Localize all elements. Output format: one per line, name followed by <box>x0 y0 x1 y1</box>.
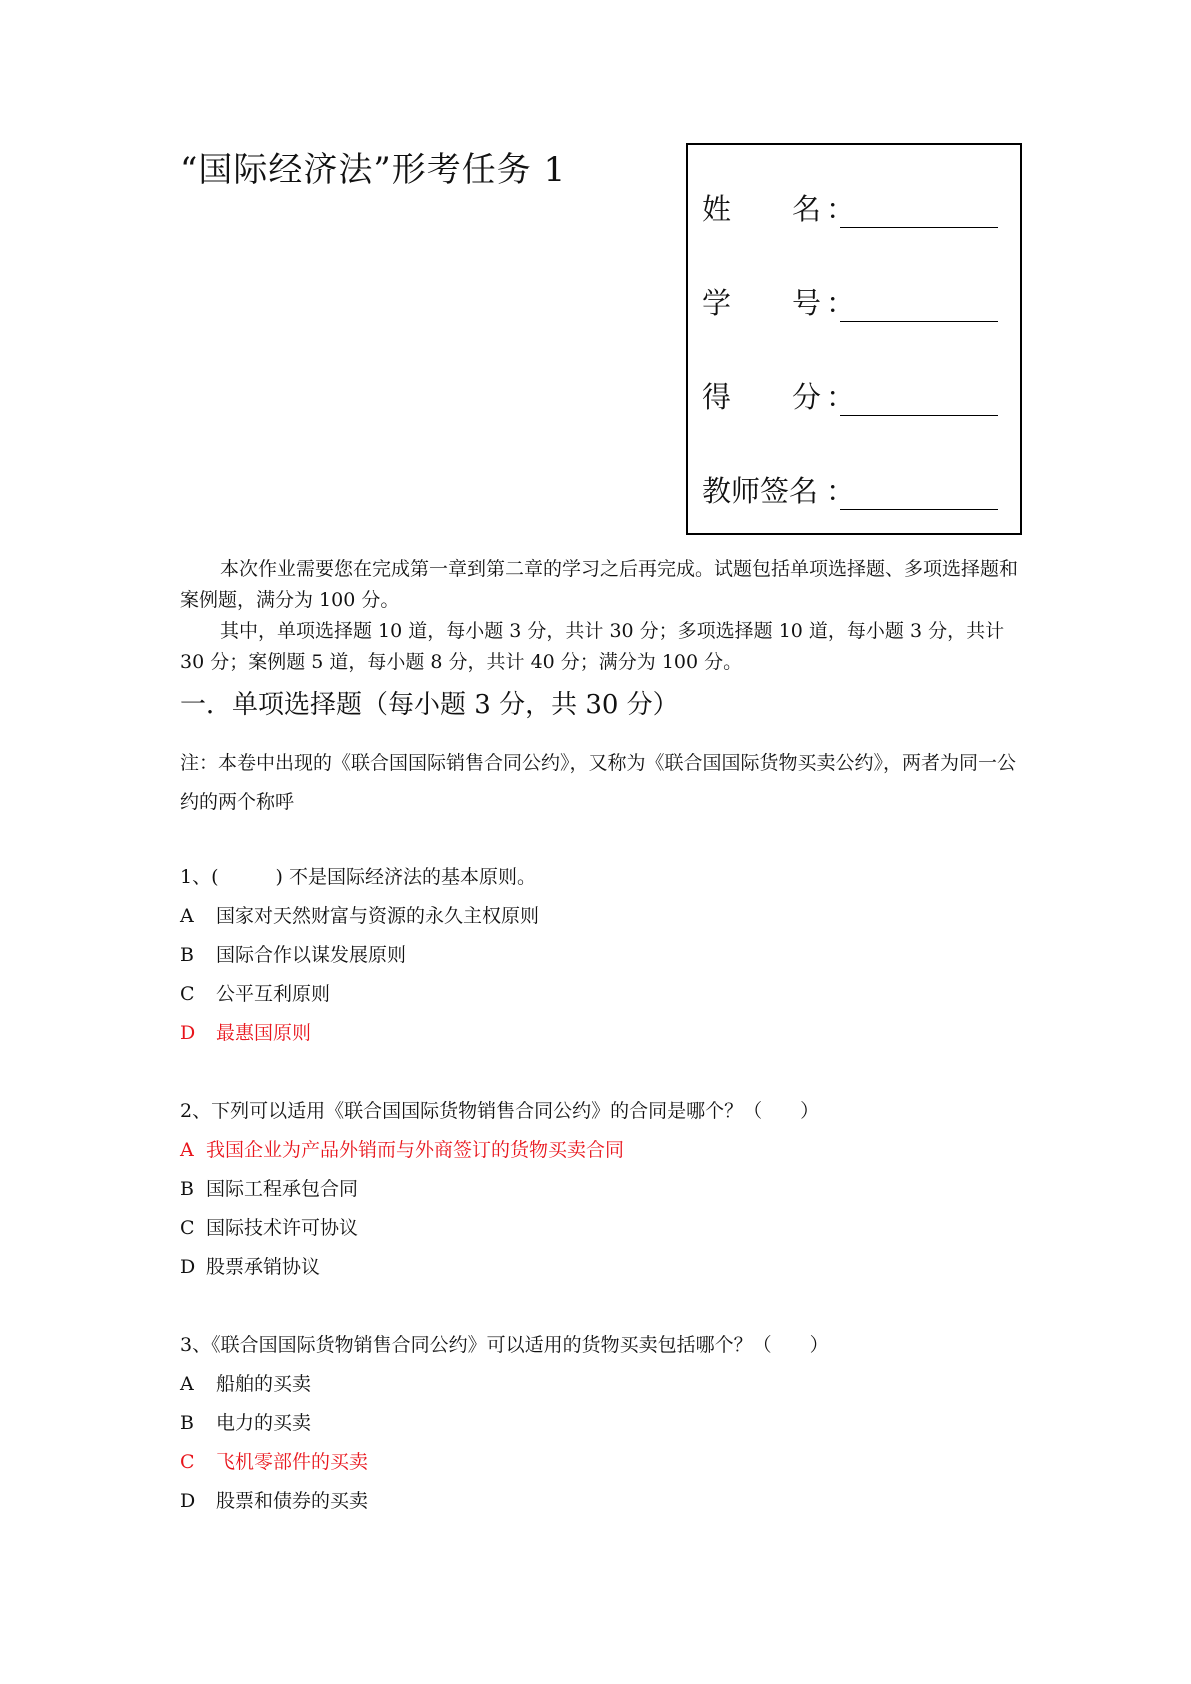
option-text: 国际技术许可协议 <box>206 1217 359 1239</box>
teacher-blank-line[interactable] <box>840 509 998 510</box>
option-text: 最惠国原则 <box>216 1022 312 1044</box>
option-text: 公平互利原则 <box>216 983 331 1005</box>
option-text: 船舶的买卖 <box>216 1373 312 1395</box>
option-text: 电力的买卖 <box>216 1412 312 1434</box>
question-1-option-c[interactable] <box>180 979 330 1006</box>
score-colon: ： <box>826 380 856 414</box>
section-heading-single-choice: 一．单项选择题（每小题 3 分，共 30 分） <box>180 690 679 720</box>
name-blank-line[interactable] <box>840 227 998 228</box>
question-3-stem: 3、《联合国国际货物销售合同公约》可以适用的货物买卖包括哪个？（ ） <box>180 1334 829 1356</box>
option-text: 飞机零部件的买卖 <box>216 1451 369 1473</box>
score-row <box>702 375 1012 415</box>
option-key: A <box>180 1373 194 1395</box>
option-text: 国家对天然财富与资源的永久主权原则 <box>216 905 540 927</box>
score-blank-line[interactable] <box>840 415 998 416</box>
score-label-first: 得 <box>702 380 732 414</box>
question-1-option-b[interactable] <box>180 940 406 967</box>
name-label-first: 姓 <box>702 192 732 226</box>
option-key: B <box>180 1178 194 1200</box>
question-1-stem: 1、( ) 不是国际经济法的基本原则。 <box>180 866 536 888</box>
question-1-option-a[interactable] <box>180 901 539 928</box>
convention-note: 注：本卷中出现的《联合国国际销售合同公约》，又称为《联合国国际货物买卖公约》，两者为同一公约的两个称呼 <box>180 752 1017 813</box>
option-key: B <box>180 1412 194 1434</box>
question-3-option-b[interactable] <box>180 1408 311 1435</box>
id-label-second: 号 <box>792 286 822 320</box>
id-blank-line[interactable] <box>840 321 998 322</box>
question-1-option-d-answer[interactable] <box>180 1018 311 1045</box>
teacher-signature-label: 教师签名 <box>702 474 819 508</box>
teacher-colon: ： <box>826 474 856 508</box>
intro-paragraph-2: 其中，单项选择题 10 道，每小题 3 分，共计 30 分；多项选择题 10 道，每小题 3 分，共计 30 分；案例题 5 道，每小题 8 分，共计 40 分；满分为 100 分。 <box>180 620 1005 673</box>
intro-paragraph-1: 本次作业需要您在完成第一章到第二章的学习之后再完成。试题包括单项选择题、多项选择题和案例题，满分为 100 分。 <box>180 558 1019 611</box>
option-key: C <box>180 1451 195 1473</box>
name-label-second: 名 <box>792 192 822 226</box>
question-3-option-c-answer[interactable] <box>180 1447 368 1474</box>
option-key: D <box>180 1490 196 1512</box>
student-id-row <box>702 281 1012 321</box>
option-key: B <box>180 944 194 966</box>
question-3-option-a[interactable] <box>180 1369 311 1396</box>
option-key: A <box>180 905 194 927</box>
option-key: D <box>180 1256 196 1278</box>
question-2-option-c[interactable] <box>180 1213 358 1240</box>
question-2-option-b[interactable] <box>180 1174 358 1201</box>
option-key: C <box>180 1217 195 1239</box>
option-text: 国际工程承包合同 <box>206 1178 359 1200</box>
question-3-option-d[interactable] <box>180 1486 368 1513</box>
student-info-box <box>686 143 1022 535</box>
question-2-option-a-answer[interactable] <box>180 1135 624 1162</box>
question-2-stem: 2、下列可以适用《联合国国际货物销售合同公约》的合同是哪个？（ ） <box>180 1100 820 1122</box>
option-key: A <box>180 1139 194 1161</box>
option-text: 我国企业为产品外销而与外商签订的货物买卖合同 <box>206 1139 625 1161</box>
option-text: 国际合作以谋发展原则 <box>216 944 407 966</box>
name-row <box>702 187 1012 227</box>
option-text: 股票承销协议 <box>206 1256 321 1278</box>
name-colon: ： <box>826 192 856 226</box>
teacher-signature-row <box>702 469 1012 509</box>
option-key: D <box>180 1022 196 1044</box>
question-2-option-d[interactable] <box>180 1252 320 1279</box>
page-title: “国际经济法”形考任务 1 <box>180 150 567 190</box>
option-key: C <box>180 983 195 1005</box>
id-label-first: 学 <box>702 286 732 320</box>
option-text: 股票和债券的买卖 <box>216 1490 369 1512</box>
score-label-second: 分 <box>792 380 822 414</box>
id-colon: ： <box>826 286 856 320</box>
